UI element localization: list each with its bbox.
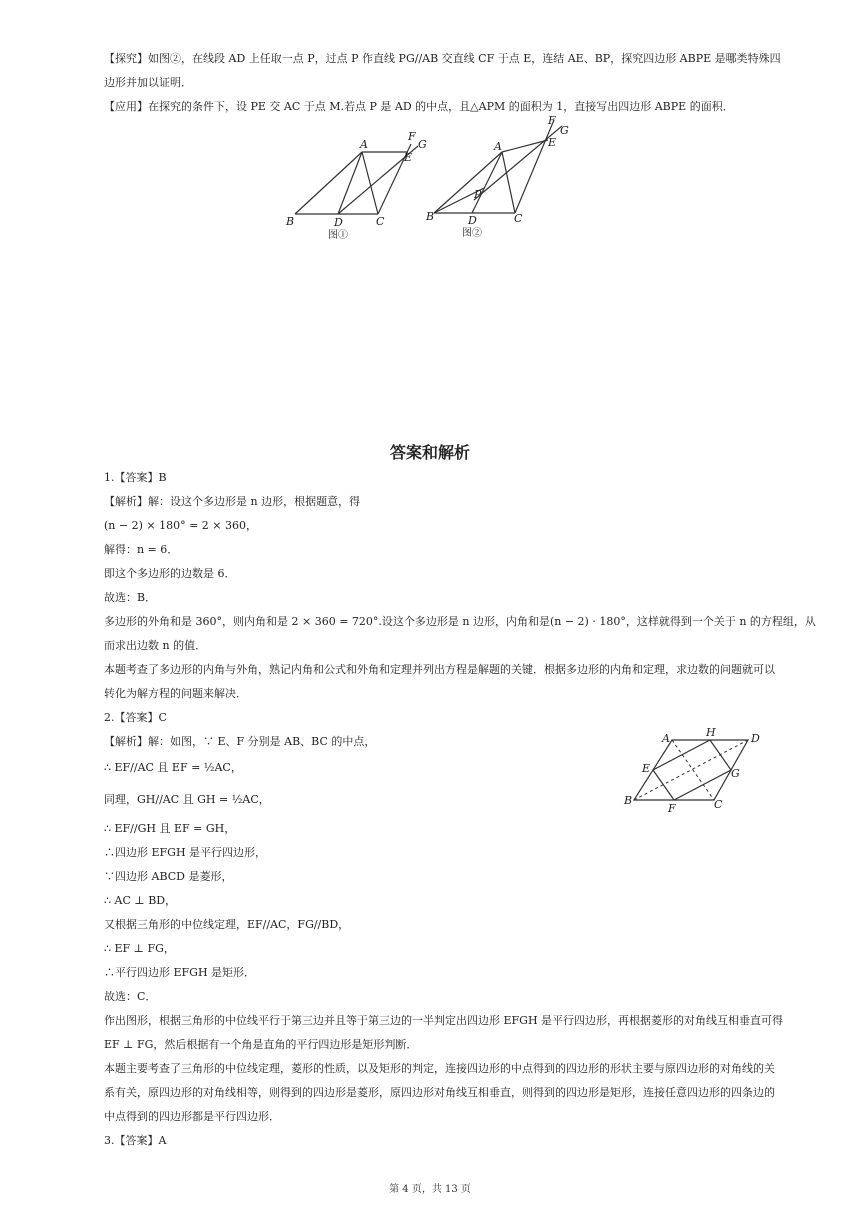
- figure-1: [280, 126, 430, 244]
- q1-line-8: 本题考查了多边形的内角与外角，熟记内角和公式和外角和定理并列出方程是解题的关键．根据多边形的内角和定理，求边数的问题就可以: [104, 663, 775, 676]
- q2-line-15: 系有关，原四边形的对角线相等，则得到的四边形是菱形，原四边形对角线互相垂直，则得到的四边形是矩形，连接任意四边形的四条边的: [104, 1086, 775, 1099]
- fig2-label-p: P: [474, 188, 482, 201]
- q2-line-7: ∴ AC ⊥ BD，: [104, 894, 177, 907]
- fig2-label-d: D: [468, 214, 477, 227]
- q2-fig-label-d: D: [751, 732, 760, 745]
- segment-ad: [338, 152, 362, 214]
- segment-ba: [434, 152, 502, 213]
- fig2-label-g: G: [560, 124, 569, 137]
- q1-line-1: 【解析】解：设这个多边形是 n 边形，根据题意，得: [104, 495, 361, 508]
- section-title: 答案和解析: [389, 443, 470, 462]
- q2-fig-label-b: B: [624, 794, 633, 807]
- q2-line-16: 中点得到的四边形都是平行四边形．: [104, 1110, 280, 1123]
- q3-answer: 3.【答案】A: [104, 1134, 167, 1147]
- q1-line-9: 转化为解方程的问题来解决．: [104, 687, 247, 700]
- q1-line-7: 而求出边数 n 的值．: [104, 639, 207, 652]
- q2-line-6: ∵四边形 ABCD 是菱形，: [104, 870, 233, 883]
- fig1-label-a: A: [360, 138, 368, 151]
- q2-fig-label-c: C: [714, 798, 723, 811]
- fig1-label-b: B: [286, 215, 295, 228]
- q1-line-4: 即这个多边形的边数是 6．: [104, 567, 236, 580]
- q2-line-11: 故选：C．: [104, 990, 157, 1003]
- fig2-label-f: F: [548, 114, 556, 127]
- segment-ad: [472, 152, 502, 213]
- q2-line-4: ∴ EF//GH 且 EF = GH，: [104, 822, 236, 835]
- figure-q2-rhombus: [618, 722, 768, 814]
- apply-line: 【应用】在探究的条件下，设 PE 交 AC 于点 M.若点 P 是 AD 的中点，且△APM 的面积为 1，直接写出四边形 ABPE 的面积．: [104, 100, 734, 113]
- segment-ac: [362, 152, 378, 214]
- fig1-label-f: F: [408, 130, 416, 143]
- explore-line-2: 边形并加以证明．: [104, 76, 192, 89]
- q2-answer: 2.【答案】C: [104, 711, 167, 724]
- q2-fig-label-a: A: [662, 732, 670, 745]
- fig1-label-d: D: [334, 216, 343, 229]
- fig2-label-a: A: [494, 140, 502, 153]
- figure-2: [422, 112, 582, 240]
- q1-line-5: 故选：B．: [104, 591, 157, 604]
- q2-line-13: EF ⊥ FG，然后根据有一个角是直角的平行四边形是矩形判断．: [104, 1038, 418, 1051]
- q2-fig-label-g: G: [731, 767, 740, 780]
- segment-cf: [515, 120, 557, 213]
- q1-line-6: 多边形的外角和是 360°，则内角和是 2 × 360 = 720°.设这个多边形是 n 边形，内角和是(n − 2) · 180°，这样就得到一个关于 n 的方程组，从: [104, 615, 816, 628]
- fig2-label-e: E: [548, 136, 557, 149]
- q1-answer: 1.【答案】B: [104, 471, 167, 484]
- q1-line-2: (n − 2) × 180° = 2 × 360，: [104, 519, 257, 532]
- q2-fig-label-h: H: [706, 726, 716, 739]
- q2-line-12: 作出图形，根据三角形的中位线平行于第三边并且等于第三边的一半判定出四边形 EFGH 是平行四边形，再根据菱形的对角线互相垂直可得: [104, 1014, 784, 1027]
- q1-line-3: 解得：n = 6．: [104, 543, 179, 556]
- fig1-caption: 图①: [328, 230, 348, 241]
- q2-line-8: 又根据三角形的中位线定理，EF//AC，FG//BD，: [104, 918, 350, 931]
- segment-ac: [502, 152, 515, 213]
- fig2-label-b: B: [426, 210, 435, 223]
- segment-ba: [295, 152, 362, 214]
- q2-line-3: 同理，GH//AC 且 GH = ½AC，: [104, 793, 270, 806]
- q2-line-1: 【解析】解：如图，∵ E、F 分别是 AB、BC 的中点，: [104, 735, 376, 748]
- q2-fig-label-f: F: [668, 802, 676, 814]
- explore-line-1: 【探究】如图②，在线段 AD 上任取一点 P，过点 P 作直线 PG//AB 交直线 CF 于点 E，连结 AE、BP，探究四边形 ABPE 是哪类特殊四: [104, 52, 781, 65]
- fig1-label-c: C: [376, 215, 385, 228]
- q2-line-2: ∴ EF//AC 且 EF = ½AC，: [104, 761, 242, 774]
- fig2-caption: 图②: [462, 228, 482, 239]
- q2-fig-label-e: E: [642, 762, 651, 775]
- q2-line-5: ∴四边形 EFGH 是平行四边形，: [104, 846, 267, 859]
- q2-line-10: ∴平行四边形 EFGH 是矩形．: [104, 966, 256, 979]
- fig2-label-c: C: [514, 212, 523, 225]
- fig1-label-e: E: [404, 151, 413, 164]
- fig1-label-g: G: [418, 138, 427, 151]
- q2-line-14: 本题主要考查了三角形的中位线定理，菱形的性质，以及矩形的判定，连接四边形的中点得到的四边形的形状主要与原四边形的对角线的关: [104, 1062, 775, 1075]
- q2-line-9: ∴ EF ⊥ FG，: [104, 942, 175, 955]
- page-footer: 第 4 页，共 13 页: [389, 1184, 471, 1195]
